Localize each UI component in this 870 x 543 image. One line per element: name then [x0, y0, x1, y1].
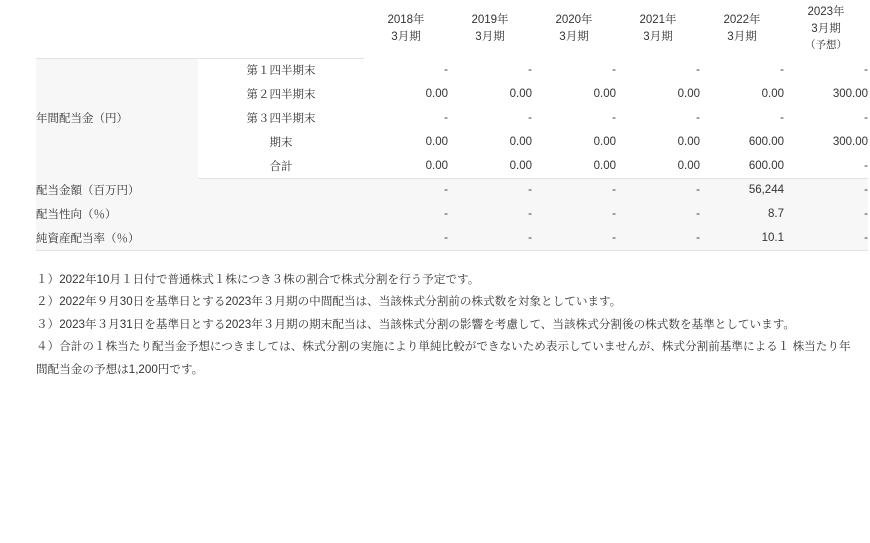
column-period: 3月期	[643, 31, 673, 43]
cell-value: -	[448, 202, 532, 226]
row-label: 第１四半期末	[198, 58, 364, 82]
cell-value: -	[784, 226, 868, 250]
cell-value: -	[616, 226, 700, 250]
row-label: 配当金額（百万円）	[36, 178, 364, 202]
footnote-3: ３）2023年３月31日を基準日とする2023年３月期の期末配当は、当該株式分割の影響を考慮して、当該株式分割後の株式数を基準としています。	[36, 317, 795, 331]
column-year: 2020年	[555, 13, 593, 26]
column-year: 2019年	[471, 13, 509, 26]
column-year: 2021年	[639, 13, 677, 26]
cell-value: -	[700, 58, 784, 82]
table-row	[36, 58, 868, 82]
column-header-2021	[616, 0, 700, 58]
cell-value: 0.00	[448, 154, 532, 178]
cell-value: 0.00	[532, 82, 616, 106]
cell-value: 0.00	[448, 82, 532, 106]
cell-value: 0.00	[532, 154, 616, 178]
table-row	[36, 226, 868, 250]
footnote-4: ４）合計の１株当たり配当金予想につきましては、株式分割の実施により単純比較ができないため表示していませんが、株式分割前基準による１ 株当たり年間配当金の予想は1,200円です。	[36, 340, 851, 376]
cell-value: -	[364, 202, 448, 226]
cell-value: 0.00	[700, 82, 784, 106]
column-year: 2022年	[723, 13, 761, 26]
cell-value: -	[784, 106, 868, 130]
cell-value: 600.00	[700, 130, 784, 154]
column-period: 3月期	[727, 31, 757, 43]
column-period: 3月期	[811, 23, 841, 36]
cell-value: 0.00	[616, 82, 700, 106]
column-header-2018	[364, 0, 448, 58]
table-body	[36, 58, 868, 250]
cell-value: -	[532, 106, 616, 130]
footnote-1: １）2022年10月１日付で普通株式１株につき３株の割合で株式分割を行う予定です。	[36, 272, 480, 286]
row-label: 第３四半期末	[198, 106, 364, 130]
cell-value: -	[364, 226, 448, 250]
cell-value: 0.00	[364, 82, 448, 106]
cell-value: -	[532, 58, 616, 82]
header-blank-cell	[36, 0, 364, 58]
cell-value: -	[448, 106, 532, 130]
cell-value: -	[532, 202, 616, 226]
cell-value: -	[784, 202, 868, 226]
column-header-2022	[700, 0, 784, 58]
cell-value: -	[364, 178, 448, 202]
cell-value: -	[616, 58, 700, 82]
cell-value: -	[616, 178, 700, 202]
cell-value: -	[700, 106, 784, 130]
cell-value: 56,244	[700, 178, 784, 202]
column-period: 3月期	[391, 31, 421, 43]
cell-value: 10.1	[700, 226, 784, 250]
cell-value: 8.7	[700, 202, 784, 226]
cell-value: 300.00	[784, 82, 868, 106]
column-year: 2018年	[387, 13, 425, 26]
table-row	[36, 178, 868, 202]
cell-value: -	[616, 202, 700, 226]
column-note: （予想）	[805, 39, 847, 52]
cell-value: 0.00	[532, 130, 616, 154]
cell-value: -	[448, 58, 532, 82]
dividend-table	[36, 0, 868, 251]
cell-value: 0.00	[616, 154, 700, 178]
cell-value: -	[364, 106, 448, 130]
column-header-2023	[784, 0, 868, 58]
row-label: 第２四半期末	[198, 82, 364, 106]
row-label: 期末	[198, 130, 364, 154]
cell-value: -	[784, 178, 868, 202]
column-header-2020	[532, 0, 616, 58]
cell-value: 0.00	[448, 130, 532, 154]
cell-value: 300.00	[784, 130, 868, 154]
cell-value: -	[784, 154, 868, 178]
row-label: 合計	[198, 154, 364, 178]
cell-value: 600.00	[700, 154, 784, 178]
column-header-2019	[448, 0, 532, 58]
cell-value: -	[448, 226, 532, 250]
row-label: 配当性向（％）	[36, 202, 364, 226]
column-year: 2023年	[807, 5, 845, 18]
footnote-2: ２）2022年９月30日を基準日とする2023年３月期の中間配当は、当該株式分割前の株式数を対象としています。	[36, 295, 622, 309]
table-header	[36, 0, 868, 58]
cell-value: 0.00	[364, 130, 448, 154]
row-group-label: 年間配当金（円）	[36, 58, 198, 178]
cell-value: -	[532, 226, 616, 250]
cell-value: -	[364, 58, 448, 82]
footnotes	[36, 269, 854, 382]
cell-value: 0.00	[616, 130, 700, 154]
row-label: 純資産配当率（％）	[36, 226, 364, 250]
column-period: 3月期	[475, 31, 505, 43]
column-period: 3月期	[559, 31, 589, 43]
cell-value: -	[616, 106, 700, 130]
table-row	[36, 202, 868, 226]
cell-value: -	[784, 58, 868, 82]
cell-value: -	[448, 178, 532, 202]
cell-value: -	[532, 178, 616, 202]
cell-value: 0.00	[364, 154, 448, 178]
